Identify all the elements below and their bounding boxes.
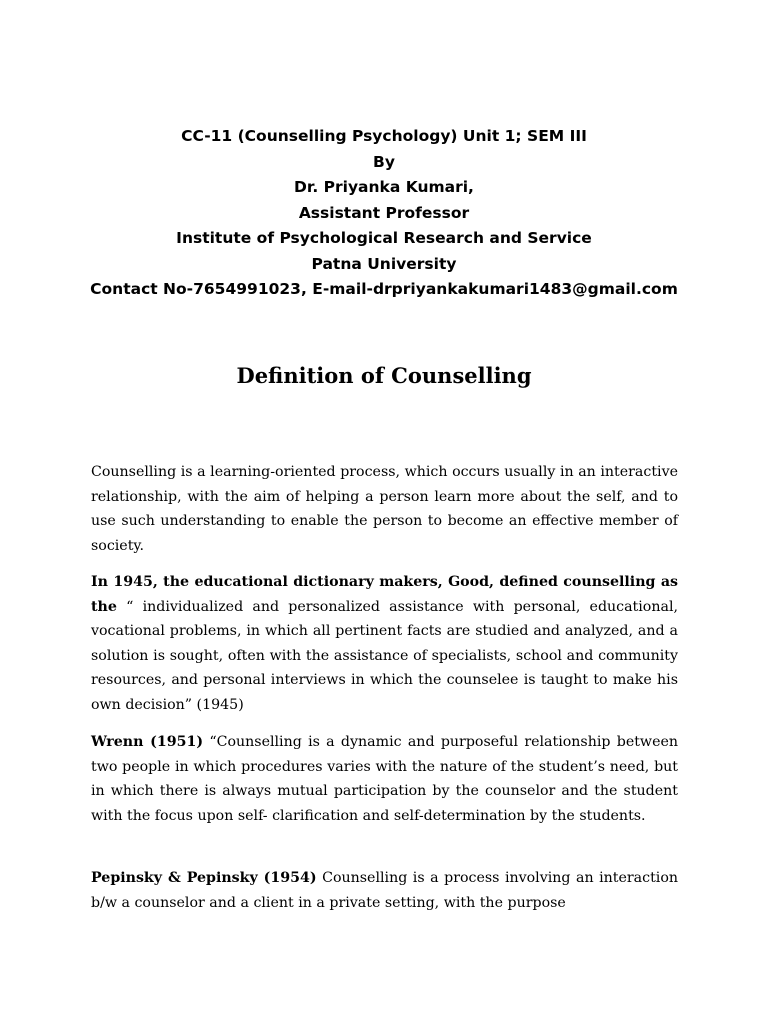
paragraph-text: Counselling is a process involving an interaction b/w a counselor and a client in a private setting, with the purpose	[91, 870, 679, 911]
author-name: Dr. Priyanka Kumari,	[294, 178, 474, 196]
by-line: By	[373, 152, 395, 171]
paragraph-wrenn-1951	[91, 730, 678, 828]
paragraph-pepinsky-1954	[91, 866, 678, 915]
document-title: Definition of Counselling	[236, 363, 532, 388]
institute-name: Institute of Psychological Research and Service	[176, 229, 592, 247]
paragraph-counselling-intro	[91, 460, 678, 558]
paragraph-good-1945	[91, 570, 678, 717]
paragraph-text: Counselling is a learning-oriented process, which occurs usually in an interactive relationship, with the aim of helping a person learn more about the self, and to use such understanding to enable the person to become an effective member of society.	[91, 464, 678, 554]
paragraph-text: “Counselling is a dynamic and purposeful relationship between two people in which procedures varies with the nature of the student’s need, but in which there is always mutual participation by the counselor and the student with the focus upon self- clarification and self-determination by the students.	[91, 734, 678, 824]
paragraph-text: “ individualized and personalized assistance with personal, educational, vocational problems, in which all pertinent facts are studied and analyzed, and a solution is sought, often with the assistance of specialists, school and community resources, and personal interviews in which the counselee is taught to make his own decision” (1945)	[91, 598, 678, 713]
paragraph-lead: Pepinsky & Pepinsky (1954)	[91, 870, 317, 886]
paragraph-lead: Wrenn (1951)	[91, 734, 204, 750]
course-line: CC-11 (Counselling Psychology) Unit 1; SEM III	[181, 127, 587, 145]
author-position: Assistant Professor	[298, 203, 470, 222]
document-header	[0, 124, 768, 303]
university-name: Patna University	[311, 254, 457, 273]
contact-line: Contact No-7654991023, E-mail-drpriyankakumari1483@gmail.com	[90, 280, 678, 298]
paragraph-lead: In 1945, the educational dictionary makers, Good, defined counselling as the	[91, 574, 678, 615]
